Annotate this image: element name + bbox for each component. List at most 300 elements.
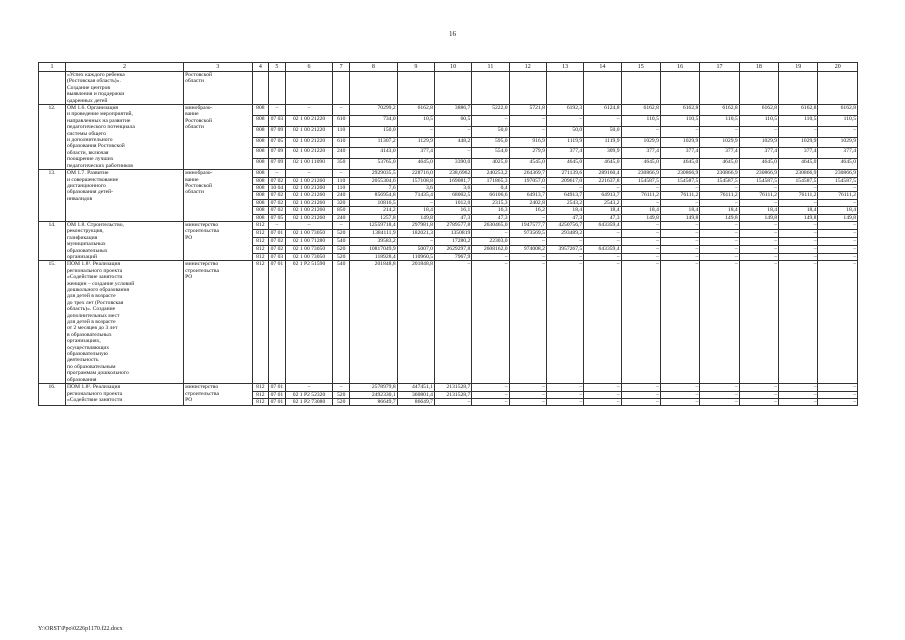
code-cell: 110 <box>333 126 350 137</box>
amount-cell: – <box>397 237 434 245</box>
amount-cell: – <box>779 229 818 237</box>
amount-cell: 3390,0 <box>434 159 471 170</box>
code-cell: 02 1 00 73050 <box>285 245 333 253</box>
row-number-cell: 13. <box>39 170 66 222</box>
amount-cell: 50,0 <box>584 126 621 137</box>
code-cell: 110 <box>333 177 350 184</box>
amount-cell: – <box>546 384 583 391</box>
amount-cell: – <box>509 253 546 261</box>
code-cell: 812 <box>252 221 269 229</box>
amount-cell: 7967,9 <box>434 253 471 261</box>
amount-cell: – <box>546 261 583 384</box>
amount-cell: 149,8 <box>397 214 434 221</box>
amount-cell: – <box>779 384 818 391</box>
code-cell: 07 02 <box>270 192 284 199</box>
code-cell <box>252 72 269 105</box>
code-cell: 350 <box>333 159 350 170</box>
code-cell: 02 1 00 11090 <box>285 159 333 170</box>
executor-cell: министерство строительства РО <box>184 384 252 406</box>
amount-cell: 309,9 <box>584 148 621 159</box>
amount-cell: – <box>700 184 739 191</box>
amount-cell: – <box>434 398 471 405</box>
amount-cell: 377,4 <box>739 148 778 159</box>
amount-cell: 2131528,7 <box>434 391 471 398</box>
amount-cell: – <box>700 391 739 398</box>
amount-cell: – <box>660 398 699 405</box>
amount-cell: 2629297,8 <box>434 245 471 253</box>
code-cell: 850 <box>333 207 350 214</box>
code-cell: 07 01 <box>270 384 284 391</box>
amount-cell: – <box>779 221 818 229</box>
code-cell: 07 02 <box>270 199 284 206</box>
amount-cell: – <box>818 184 858 191</box>
code-cell <box>333 72 350 105</box>
amount-cell: – <box>472 115 509 126</box>
amount-cell: – <box>660 237 699 245</box>
amount-cell: – <box>546 398 583 405</box>
amount-cell: 53765,0 <box>349 159 397 170</box>
code-cell: – <box>269 221 286 229</box>
measure-name-cell: ПОМ 1.8². Реализация регионального проекта «Содействие занятости <box>65 384 183 406</box>
amount-cell <box>546 72 583 105</box>
amount-cell: – <box>818 221 858 229</box>
code-cell: 07 05 <box>270 214 284 221</box>
amount-cell: – <box>621 261 660 384</box>
amount-cell: – <box>584 115 621 126</box>
amount-cell: – <box>584 229 621 237</box>
amount-cell: 209617,0 <box>546 177 583 184</box>
code-cell: 812 <box>252 253 269 261</box>
table-row <box>39 261 858 384</box>
amount-cell: 110,5 <box>700 115 739 126</box>
amount-cell: 643359,4 <box>584 221 621 229</box>
header-cell-14: 14 <box>584 63 621 72</box>
amount-cell: – <box>818 253 858 261</box>
amount-cell <box>397 72 434 105</box>
amount-cell: – <box>434 261 471 384</box>
amount-cell: – <box>509 115 546 126</box>
amount-cell: – <box>546 115 583 126</box>
amount-cell: 595,0 <box>472 137 509 148</box>
amount-cell: – <box>700 261 739 384</box>
amount-cell: – <box>739 253 778 261</box>
amount-cell: – <box>472 384 509 391</box>
code-cell: 02 1 00 21260 <box>285 199 333 206</box>
code-cell: 812 <box>252 237 269 245</box>
code-cell: 07 01 <box>270 229 284 236</box>
amount-cell: 228716,0 <box>397 170 434 177</box>
code-cell: 240 <box>333 214 350 221</box>
code-cell: 808 <box>252 214 269 221</box>
amount-cell: 17280,2 <box>434 237 471 245</box>
amount-cell: 50,0 <box>546 126 583 137</box>
header-cell-16: 16 <box>660 63 699 72</box>
amount-cell: 110,5 <box>818 115 858 126</box>
code-cell: 02 1 00 21260 <box>285 192 333 199</box>
amount-cell: 76111,2 <box>621 192 660 199</box>
amount-cell: 6162,8 <box>660 105 699 116</box>
code-cell: 808 <box>252 159 269 170</box>
amount-cell: 973569,5 <box>509 229 546 237</box>
amount-cell: – <box>509 237 546 245</box>
amount-cell: – <box>660 253 699 261</box>
amount-cell: – <box>700 253 739 261</box>
code-cell: 02 1 Р2 51590 <box>285 261 333 384</box>
amount-cell: – <box>584 184 621 191</box>
amount-cell: – <box>660 261 699 384</box>
amount-cell: 1257,8 <box>349 214 397 221</box>
code-cell: 812 <box>252 245 269 253</box>
amount-cell: – <box>700 199 739 206</box>
amount-cell: 110,5 <box>621 115 660 126</box>
amount-cell: 76111,2 <box>700 192 739 199</box>
amount-cell: – <box>621 237 660 245</box>
amount-cell: 18,4 <box>584 207 621 214</box>
code-cell: 520 <box>333 245 350 253</box>
code-cell: – <box>333 105 350 116</box>
amount-cell: 10817049,9 <box>349 245 397 253</box>
amount-cell: 60,5 <box>434 115 471 126</box>
amount-cell: 2929035,5 <box>349 170 397 177</box>
amount-cell: – <box>621 229 660 237</box>
amount-cell: – <box>660 221 699 229</box>
amount-cell: 447451,1 <box>397 384 434 391</box>
amount-cell: – <box>584 384 621 391</box>
amount-cell: 66106,6 <box>472 192 509 199</box>
amount-cell: 201848,8 <box>349 261 397 384</box>
code-cell: 520 <box>333 391 350 398</box>
code-cell: 07 02 <box>270 237 284 244</box>
code-cell: – <box>285 170 333 177</box>
amount-cell: 377,4 <box>546 148 583 159</box>
amount-cell: 6192,3 <box>546 105 583 116</box>
file-path-footer: Y:\ORST\Ppo\0226p1170.f22.docx <box>38 626 123 632</box>
header-cell-15: 15 <box>621 63 660 72</box>
amount-cell <box>818 72 858 105</box>
amount-cell: – <box>546 391 583 398</box>
amount-cell: 149,8 <box>621 214 660 221</box>
amount-cell: 238,6962 <box>434 170 471 177</box>
amount-cell: 240253,2 <box>472 170 509 177</box>
amount-cell: 2492330,1 <box>349 391 397 398</box>
amount-cell: 76111,2 <box>818 192 858 199</box>
amount-cell: 4250756,7 <box>546 221 583 229</box>
amount-cell: 149,8 <box>660 214 699 221</box>
amount-cell: – <box>621 199 660 206</box>
amount-cell: 279,9 <box>509 148 546 159</box>
amount-cell: – <box>621 253 660 261</box>
amount-cell: – <box>472 229 509 237</box>
table-row <box>39 221 858 229</box>
amount-cell: 2630465,0 <box>472 221 509 229</box>
amount-cell: 76111,2 <box>660 192 699 199</box>
code-cell: 07 02 <box>270 177 284 184</box>
header-cell-1: 1 <box>39 63 66 72</box>
amount-cell: 2543,2 <box>584 199 621 206</box>
row-number-cell <box>39 72 66 105</box>
amount-cell: – <box>818 398 858 405</box>
amount-cell: 86649,7 <box>349 398 397 405</box>
amount-cell: 2578979,8 <box>349 384 397 391</box>
code-cell: 07 01 <box>269 261 286 384</box>
code-cell: 540 <box>333 237 350 245</box>
amount-cell: – <box>779 126 818 137</box>
amount-cell: 149,8 <box>739 214 778 221</box>
amount-cell: 110,5 <box>660 115 699 126</box>
amount-cell: 1029,9 <box>739 137 778 148</box>
amount-cell: 5007,0 <box>397 245 434 253</box>
amount-cell: 110960,5 <box>397 253 434 261</box>
code-cell: 540 <box>333 261 350 384</box>
amount-cell: – <box>397 199 434 206</box>
table-row <box>39 170 858 177</box>
amount-cell: 4645,0 <box>660 159 699 170</box>
amount-cell: – <box>584 237 621 245</box>
amount-cell: – <box>584 398 621 405</box>
amount-cell: 974008,2 <box>509 245 546 253</box>
code-cell: 110 <box>333 184 350 191</box>
amount-cell: 16,2 <box>509 207 546 214</box>
amount-cell: 1119,9 <box>584 137 621 148</box>
amount-cell: – <box>584 253 621 261</box>
amount-cell: – <box>779 391 818 398</box>
amount-cell: 4645,0 <box>397 159 434 170</box>
amount-cell: 4645,0 <box>739 159 778 170</box>
amount-cell: – <box>472 391 509 398</box>
code-cell: 02 1 00 21220 <box>285 115 333 126</box>
amount-cell: 18,4 <box>660 207 699 214</box>
code-cell: 812 <box>252 398 269 405</box>
amount-cell: – <box>621 245 660 253</box>
amount-cell: 4545,0 <box>509 159 546 170</box>
amount-cell: 197057,0 <box>509 177 546 184</box>
amount-cell: 149,8 <box>779 214 818 221</box>
amount-cell: 47,3 <box>472 214 509 221</box>
amount-cell: 377,4 <box>818 148 858 159</box>
amount-cell: 4645,0 <box>779 159 818 170</box>
amount-cell: 47,3 <box>546 214 583 221</box>
amount-cell: – <box>779 184 818 191</box>
code-cell: – <box>285 221 333 229</box>
amount-cell: 1029,9 <box>700 137 739 148</box>
amount-cell: 377,4 <box>397 148 434 159</box>
amount-cell: – <box>434 126 471 137</box>
code-cell: 240 <box>333 192 350 199</box>
amount-cell: 6162,8 <box>621 105 660 116</box>
amount-cell: 76111,2 <box>739 192 778 199</box>
code-cell: – <box>333 384 350 391</box>
amount-cell: 448,2 <box>434 137 471 148</box>
code-cell: – <box>333 221 350 229</box>
amount-cell: 221637,8 <box>584 177 621 184</box>
amount-cell: 18,4 <box>818 207 858 214</box>
code-cell: 07 09 <box>269 159 286 170</box>
amount-cell: 1012,0 <box>434 199 471 206</box>
amount-cell: 230866,9 <box>818 170 858 177</box>
table-header-row <box>39 63 858 72</box>
amount-cell: 1350819 <box>434 229 471 237</box>
amount-cell: 230866,9 <box>660 170 699 177</box>
amount-cell: 2402,8 <box>509 199 546 206</box>
amount-cell: 39583,2 <box>349 237 397 245</box>
row-number-cell: 14. <box>39 221 66 260</box>
row-number-cell: 16. <box>39 384 66 406</box>
budget-table <box>38 62 858 406</box>
amount-cell: – <box>660 384 699 391</box>
header-cell-11: 11 <box>472 63 509 72</box>
amount-cell: 64913,7 <box>546 192 583 199</box>
amount-cell: 10816,5 <box>349 199 397 206</box>
amount-cell: – <box>739 391 778 398</box>
amount-cell: – <box>739 126 778 137</box>
code-cell: 07 03 <box>270 253 284 260</box>
code-cell: 812 <box>252 391 269 398</box>
amount-cell: – <box>739 199 778 206</box>
amount-cell: – <box>584 391 621 398</box>
table-row <box>39 105 858 116</box>
amount-cell: – <box>472 398 509 405</box>
amount-cell: – <box>818 391 858 398</box>
amount-cell: 2131528,7 <box>434 384 471 391</box>
amount-cell: – <box>779 237 818 245</box>
amount-cell: 5222,0 <box>472 105 509 116</box>
code-cell: 808 <box>252 137 269 148</box>
amount-cell <box>779 72 818 105</box>
code-cell: 610 <box>333 115 350 126</box>
code-cell: 02 1 00 73050 <box>285 229 333 237</box>
amount-cell: – <box>546 184 583 191</box>
amount-cell: – <box>509 126 546 137</box>
amount-cell: – <box>818 384 858 391</box>
code-cell: – <box>269 105 286 116</box>
code-cell: 808 <box>252 170 269 177</box>
amount-cell: – <box>621 221 660 229</box>
amount-cell: 377,4 <box>621 148 660 159</box>
code-cell: 320 <box>333 199 350 206</box>
amount-cell: – <box>818 261 858 384</box>
amount-cell: – <box>779 199 818 206</box>
amount-cell: 18,4 <box>546 207 583 214</box>
amount-cell: 6162,8 <box>739 105 778 116</box>
amount-cell: – <box>660 391 699 398</box>
header-cell-7: 7 <box>333 63 350 72</box>
amount-cell: – <box>739 398 778 405</box>
amount-cell: 377,4 <box>779 148 818 159</box>
header-cell-12: 12 <box>509 63 546 72</box>
amount-cell: – <box>660 245 699 253</box>
amount-cell: 1947577,7 <box>509 221 546 229</box>
amount-cell: 7,6 <box>349 184 397 191</box>
amount-cell: – <box>818 245 858 253</box>
code-cell: 02 1 00 21220 <box>285 148 333 159</box>
amount-cell: – <box>779 245 818 253</box>
code-cell: 520 <box>333 253 350 261</box>
code-cell: 808 <box>252 192 269 199</box>
code-cell: 808 <box>252 199 269 206</box>
amount-cell: 554,0 <box>472 148 509 159</box>
code-cell: 07 02 <box>270 207 284 214</box>
amount-cell: – <box>739 237 778 245</box>
code-cell: 808 <box>252 105 269 116</box>
amount-cell: 2789577,8 <box>434 221 471 229</box>
header-cell-9: 9 <box>397 63 434 72</box>
amount-cell: 18,4 <box>739 207 778 214</box>
measure-name-cell: «Успех каждого ребенка (Ростовская область)». Создание центров выявления и поддержки одаренных детей <box>65 72 183 105</box>
amount-cell: – <box>397 126 434 137</box>
amount-cell: 3,6 <box>434 184 471 191</box>
table-row <box>39 72 858 105</box>
amount-cell: 86649,7 <box>397 398 434 405</box>
amount-cell <box>621 72 660 105</box>
code-cell: 07 03 <box>269 115 286 126</box>
amount-cell <box>700 72 739 105</box>
amount-cell: – <box>700 398 739 405</box>
table-row <box>39 384 858 391</box>
amount-cell: – <box>660 229 699 237</box>
header-cell-13: 13 <box>546 63 583 72</box>
code-cell: 808 <box>252 184 269 191</box>
measure-name-cell: ПОМ 1.8¹. Реализация регионального проекта «Содействие занятости женщин – создание условий дошкольного образования для детей в возрасте до трех лет (Ростовская область)». Создание дополнительных мест для детей в возрасте от 2 месяцев до 3 лет в образовательных организациях, осуществляющих образовательную деятельность по образовательным программам дошкольного образования <box>65 261 183 384</box>
code-cell: – <box>285 105 333 116</box>
amount-cell: – <box>700 237 739 245</box>
header-cell-5: 5 <box>269 63 286 72</box>
amount-cell: 856954,8 <box>349 192 397 199</box>
amount-cell: 2543,2 <box>546 199 583 206</box>
amount-cell: 12559718,4 <box>349 221 397 229</box>
code-cell: 02 1 00 21260 <box>285 177 333 184</box>
code-cell: 812 <box>252 384 269 391</box>
code-cell: 10 04 <box>270 184 284 191</box>
amount-cell: 154587,5 <box>739 177 778 184</box>
amount-cell: 6124,8 <box>584 105 621 116</box>
code-cell: – <box>333 170 350 177</box>
budget-table-container <box>38 62 858 406</box>
amount-cell: – <box>739 184 778 191</box>
amount-cell: – <box>584 261 621 384</box>
amount-cell: 154587,5 <box>818 177 858 184</box>
amount-cell: – <box>509 391 546 398</box>
code-cell: 520 <box>333 398 350 405</box>
amount-cell: 47,3 <box>434 214 471 221</box>
amount-cell: – <box>509 384 546 391</box>
amount-cell: 4645,0 <box>621 159 660 170</box>
amount-cell: – <box>509 214 546 221</box>
amount-cell: 230866,9 <box>700 170 739 177</box>
amount-cell: 230866,9 <box>621 170 660 177</box>
amount-cell: 360801,4 <box>397 391 434 398</box>
amount-cell: 47,3 <box>584 214 621 221</box>
row-number-cell: 15. <box>39 261 66 384</box>
amount-cell: 154587,5 <box>621 177 660 184</box>
header-cell-17: 17 <box>700 63 739 72</box>
amount-cell: 1129,9 <box>397 137 434 148</box>
code-cell: – <box>269 170 286 177</box>
amount-cell: 0,4 <box>472 184 509 191</box>
amount-cell: 16,1 <box>434 207 471 214</box>
code-cell: 808 <box>252 148 269 159</box>
amount-cell: 734,0 <box>349 115 397 126</box>
executor-cell: министерство строительства РО <box>184 261 252 384</box>
amount-cell: 6162,8 <box>700 105 739 116</box>
executor-cell: Ростовской области <box>184 72 252 105</box>
amount-cell: – <box>700 221 739 229</box>
amount-cell: 157108,8 <box>397 177 434 184</box>
amount-cell: 6162,8 <box>779 105 818 116</box>
measure-name-cell: ОМ 1.8. Строительство, реконструкция, газификация муниципальных образовательных организаций <box>65 221 183 260</box>
amount-cell: – <box>472 261 509 384</box>
header-cell-8: 8 <box>349 63 397 72</box>
amount-cell: 154587,5 <box>660 177 699 184</box>
